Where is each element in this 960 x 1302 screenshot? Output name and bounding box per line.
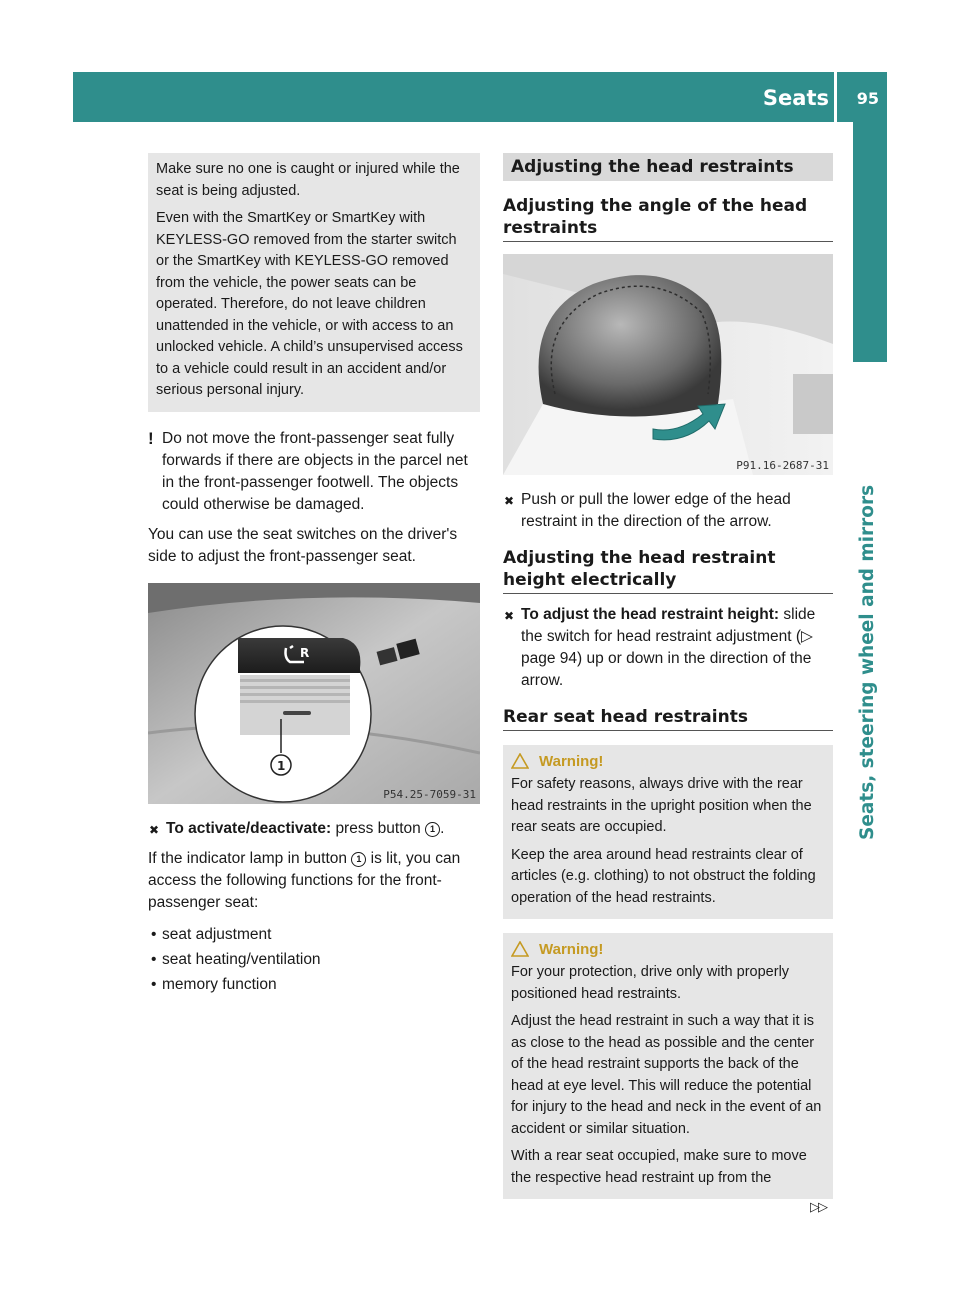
svg-text:R: R <box>300 645 310 660</box>
chapter-tab <box>853 122 887 362</box>
step-text-a: slide the switch for head restraint adjustment ( <box>521 606 816 645</box>
step-label: To adjust the head restraint height: <box>521 606 780 623</box>
warning-paragraph: Adjust the head restraint in such a way that it is as close to the head as possible and the center of the head restraint supports the back of the head at eye level. This will reduce the potential for injury to the head and neck in the event of an accident or similar situation. <box>511 1013 822 1137</box>
warning-paragraph: Make sure no one is caught or injured while the seat is being adjusted. <box>156 161 460 199</box>
head-restraint-photo <box>503 254 833 475</box>
warning-triangle-icon <box>511 753 529 769</box>
seat-switch-illustration <box>148 583 480 804</box>
callout-1: 1 <box>277 758 286 773</box>
step-text: press button <box>335 819 421 837</box>
warning-box-rear-2 <box>503 933 833 1199</box>
step-text-b: ) up or down in the direction of the arrow. <box>521 650 812 689</box>
step-end: . <box>440 819 445 837</box>
page-reference[interactable]: page 94 <box>521 650 578 667</box>
page-number: 95 <box>856 89 879 108</box>
warning-paragraph: For safety reasons, always drive with the rear head restraints in the upright position when the rear seats are occupied. <box>511 776 812 835</box>
warning-triangle-icon <box>511 941 529 957</box>
warning-paragraph: Even with the SmartKey or SmartKey with KEYLESS-GO removed from the starter switch or the SmartKey with KEYLESS-GO removed from the vehicle, the power seats can be operated. Therefore, do not leave children unattended in the vehicle, or with access to an unlocked vehicle. A child’s unsupervised access to a vehicle could result in an accident and/or serious personal injury. <box>156 210 463 398</box>
height-step <box>503 604 833 692</box>
header-divider <box>834 72 837 122</box>
button-1-reference: 1 <box>425 822 440 837</box>
warning-box-seat-adjust <box>148 153 480 412</box>
seat-switch-photo <box>148 583 480 804</box>
angle-step <box>503 489 833 533</box>
right-column <box>503 153 833 1199</box>
subsection-height: Adjusting the head restraint height electrically <box>503 547 833 594</box>
function-list <box>148 922 480 997</box>
warning-box-rear-1 <box>503 745 833 919</box>
subsection-rear: Rear seat head restraints <box>503 706 833 731</box>
button-1-reference: 1 <box>351 852 366 867</box>
step-text: Push or pull the lower edge of the head restraint in the direction of the arrow. <box>521 491 791 530</box>
step-arrow-icon: ✖ <box>504 494 515 508</box>
image-code: P91.16-2687-31 <box>736 459 829 472</box>
exclamation-icon: ! <box>148 428 154 448</box>
step-arrow-icon: ✖ <box>504 609 515 623</box>
indicator-text-a: If the indicator lamp in button <box>148 849 348 867</box>
image-code: P54.25-7059-31 <box>383 787 476 801</box>
section-title: Adjusting the head restraints <box>503 153 833 181</box>
warning-title-text: Warning! <box>539 941 604 958</box>
damage-note <box>148 428 480 516</box>
indicator-text-b: is lit, you can access the following functions for the front-passenger seat: <box>148 849 461 911</box>
page-header <box>73 72 887 122</box>
list-item: • seat heating/ventilation <box>148 947 480 972</box>
warning-title-text: Warning! <box>539 753 604 770</box>
header-section-title: Seats <box>762 86 829 110</box>
activate-step <box>148 818 480 840</box>
chapter-label: Seats, steering wheel and mirrors <box>857 484 878 840</box>
warning-paragraph: For your protection, drive only with properly positioned head restraints. <box>511 964 790 1002</box>
left-column <box>148 153 480 997</box>
list-item: • seat adjustment <box>148 922 480 947</box>
indicator-paragraph <box>148 848 480 914</box>
warning-title <box>511 941 825 958</box>
page-ref-icon: ▷ <box>801 628 813 645</box>
warning-title <box>511 753 825 770</box>
head-restraint-illustration <box>503 254 833 475</box>
list-item: • memory function <box>148 972 480 997</box>
warning-paragraph: Keep the area around head restraints clear of articles (e.g. clothing) to not obstruct the folding operation of the head restraints. <box>511 846 816 906</box>
step-label: To activate/deactivate: <box>166 819 332 837</box>
subsection-angle: Adjusting the angle of the head restraints <box>503 195 833 242</box>
warning-paragraph: With a rear seat occupied, make sure to move the respective head restraint up from the <box>511 1148 807 1186</box>
step-arrow-icon: ✖ <box>149 822 160 837</box>
intro-paragraph: You can use the seat switches on the driver's side to adjust the front-passenger seat. <box>148 525 458 565</box>
note-text: Do not move the front-passenger seat fully forwards if there are objects in the parcel net in the front-passenger footwell. The objects could otherwise be damaged. <box>162 429 468 513</box>
continued-icon: ▷▷ <box>810 1199 826 1214</box>
